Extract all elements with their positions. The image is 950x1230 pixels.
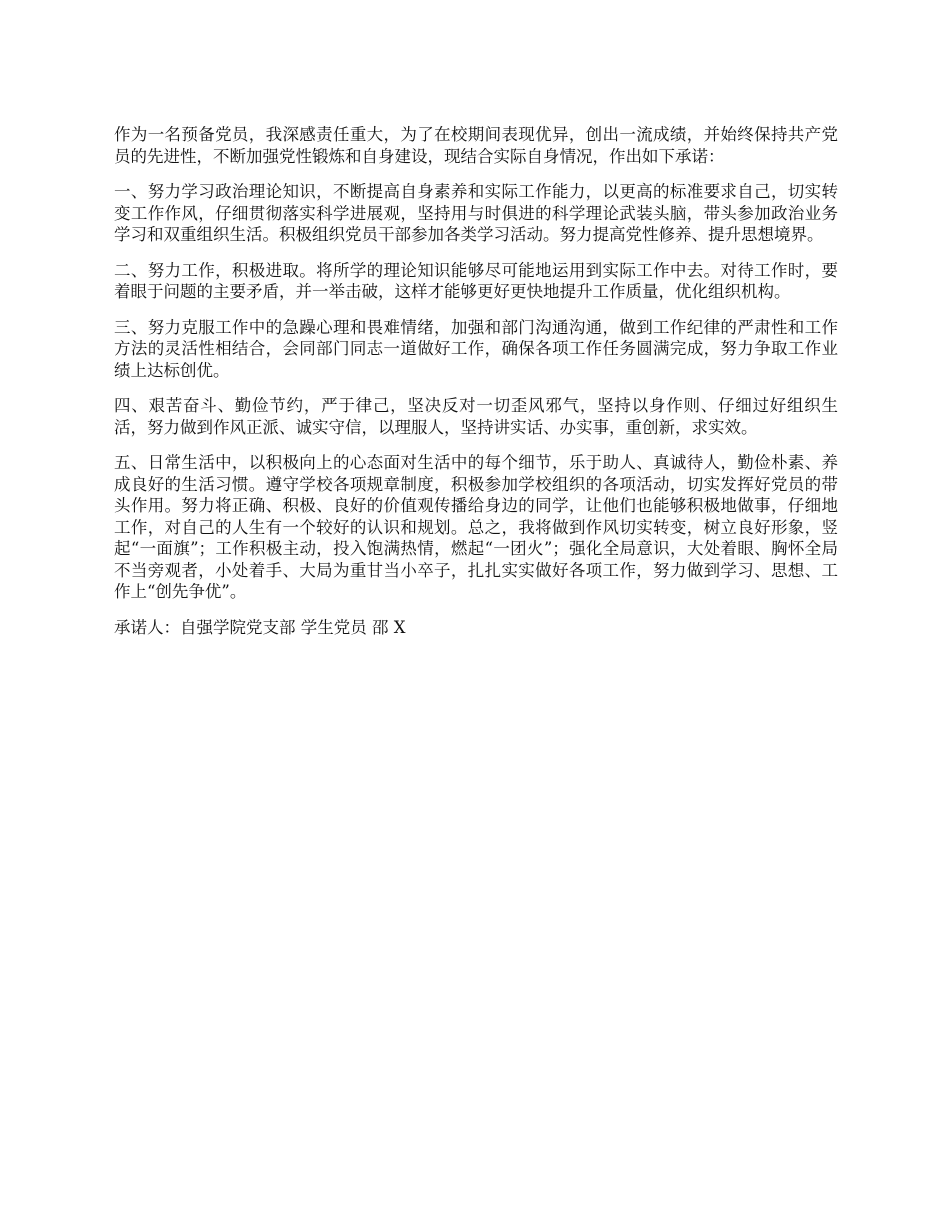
signature-line: 承诺人：自强学院党支部 学生党员 邵 X bbox=[114, 617, 406, 637]
commitment-item-3: 三、努力克服工作中的急躁心理和畏难情绪，加强和部门沟通沟通，做到工作纪律的严肃性和工作方法的灵活性相结合，会同部门同志一道做好工作，确保各项工作任务圆满完成，努力争取工作业绩上达标创优。 bbox=[114, 317, 838, 380]
commitment-item-1: 一、努力学习政治理论知识，不断提高自身素养和实际工作能力，以更高的标准要求自己，切实转变工作作风，仔细贯彻落实科学进展观，坚持用与时俱进的科学理论武装头脑，带头参加政治业务学习和双重组织生活。积极组织党员干部参加各类学习活动。努力提高党性修养、提升思想境界。 bbox=[114, 182, 838, 244]
commitment-item-4: 四、艰苦奋斗、勤俭节约，严于律己，坚决反对一切歪风邪气，坚持以身作则、仔细过好组织生活，努力做到作风正派、诚实守信，以理服人，坚持讲实话、办实事，重创新，求实效。 bbox=[114, 396, 838, 437]
document-body bbox=[114, 124, 838, 652]
intro-paragraph: 作为一名预备党员，我深感责任重大，为了在校期间表现优异，创出一流成绩，并始终保持共产党员的先进性，不断加强党性锻炼和自身建设，现结合实际自身情况，作出如下承诺： bbox=[114, 125, 838, 166]
commitment-item-5: 五、日常生活中，以积极向上的心态面对生活中的每个细节，乐于助人、真诚待人，勤俭朴素、养成良好的生活习惯。遵守学校各项规章制度，积极参加学校组织的各项活动，切实发挥好党员的带头作用。努力将正确、积极、良好的价值观传播给身边的同学，让他们也能够积极地做事，仔细地工作，对自己的人生有一个较好的认识和规划。总之，我将做到作风切实转变，树立良好形象，竖起“一面旗”；工作积极主动，投入饱满热情，燃起“一团火”；强化全局意识，大处着眼、胸怀全局不当旁观者，小处着手、大局为重甘当小卒子，扎扎实实做好各项工作，努力做到学习、思想、工作上“创先争优”。 bbox=[114, 453, 838, 601]
commitment-item-2: 二、努力工作，积极进取。将所学的理论知识能够尽可能地运用到实际工作中去。对待工作时，要着眼于问题的主要矛盾，并一举击破，这样才能够更好更快地提升工作质量，优化组织机构。 bbox=[114, 260, 838, 301]
